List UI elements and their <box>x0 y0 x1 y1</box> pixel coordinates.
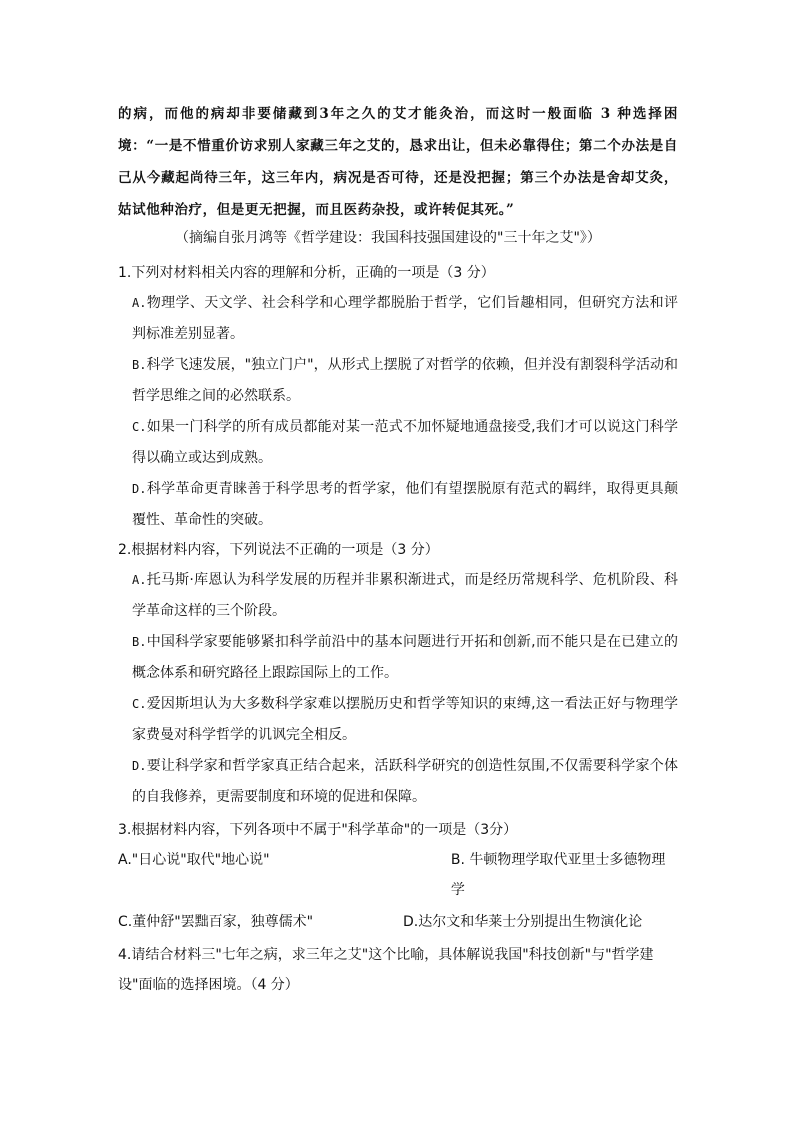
question-2 <box>118 535 678 813</box>
question-stem: 1.下列对材料相关内容的理解和分析，正确的一项是（3 分） <box>118 265 495 281</box>
option-c: C.董仲舒"罢黜百家，独尊儒术" <box>118 914 314 930</box>
source-citation: （摘编自张月鸿等《哲学建设：我国科技强国建设的"三十年之艾"》） <box>175 230 601 246</box>
option-a: A.物理学、天文学、社会科学和心理学都脱胎于哲学，它们旨趣相同，但研究方法和评判标准差别显著。 <box>132 295 678 342</box>
option-b: B.中国科学家要能够紧扣科学前沿中的基本问题进行开拓和创新,而不能只是在已建立的概念体系和研究路径上跟踪国际上的工作。 <box>132 634 678 681</box>
option-c: C.如果一门科学的所有成员都能对某一范式不加怀疑地通盘接受,我们才可以说这门科学得以确立或达到成熟。 <box>132 419 678 466</box>
option-d: D.达尔文和华莱士分别提出生物演化论 <box>403 914 643 930</box>
question-3 <box>118 815 678 937</box>
option-a: A.托马斯·库恩认为科学发展的历程并非累积渐进式，而是经历常规科学、危机阶段、科学革命这样的三个阶段。 <box>132 572 678 619</box>
option-d: D.科学革命更青睐善于科学思考的哲学家，他们有望摆脱原有范式的羁绊，取得更具颠覆性、革命性的突破。 <box>132 481 678 528</box>
option-d: D.要让科学家和哲学家真正结合起来，活跃科学研究的创造性氛围,不仅需要科学家个体的自我修养，更需要制度和环境的促进和保障。 <box>132 758 678 805</box>
question-stem: 4.请结合材料三"七年之病，求三年之艾"这个比喻，具体解说我国"科技创新"与"哲学建设"面临的选择困境。（4 分） <box>118 947 654 993</box>
option-c: C.爱因斯坦认为大多数科学家难以摆脱历史和哲学等知识的束缚,这一看法正好与物理学家费曼对科学哲学的讥讽完全相反。 <box>132 696 678 743</box>
option-b: B.科学飞速发展，"独立门户"，从形式上摆脱了对哲学的依赖，但并没有割裂科学活动和哲学思维之间的必然联系。 <box>132 357 678 404</box>
question-1 <box>118 258 678 536</box>
question-stem: 2.根据材料内容，下列说法不正确的一项是（3 分） <box>118 542 439 558</box>
question-4 <box>118 940 678 1000</box>
option-a: A."日心说"取代"地心说" <box>118 852 270 868</box>
passage-text: 的病，而他的病却非要储藏到3年之久的艾才能灸治，而这时一般面临 3 种选择困境：“一是不惜重价访求别人家藏三年之艾的，恳求出让，但未必靠得住；第二个办法是自己从今藏起尚待三年，这三年内，病况是否可待，还是没把握；第三个办法是舍却艾灸，姑试他种治疗，但是更无把握，而且医药杂投，或许转促其死。” <box>118 106 678 218</box>
question-stem: 3.根据材料内容，下列各项中不属于"科学革命"的一项是（3分） <box>118 822 518 838</box>
option-b: B. 牛顿物理学取代亚里士多德物理学 <box>450 852 666 898</box>
